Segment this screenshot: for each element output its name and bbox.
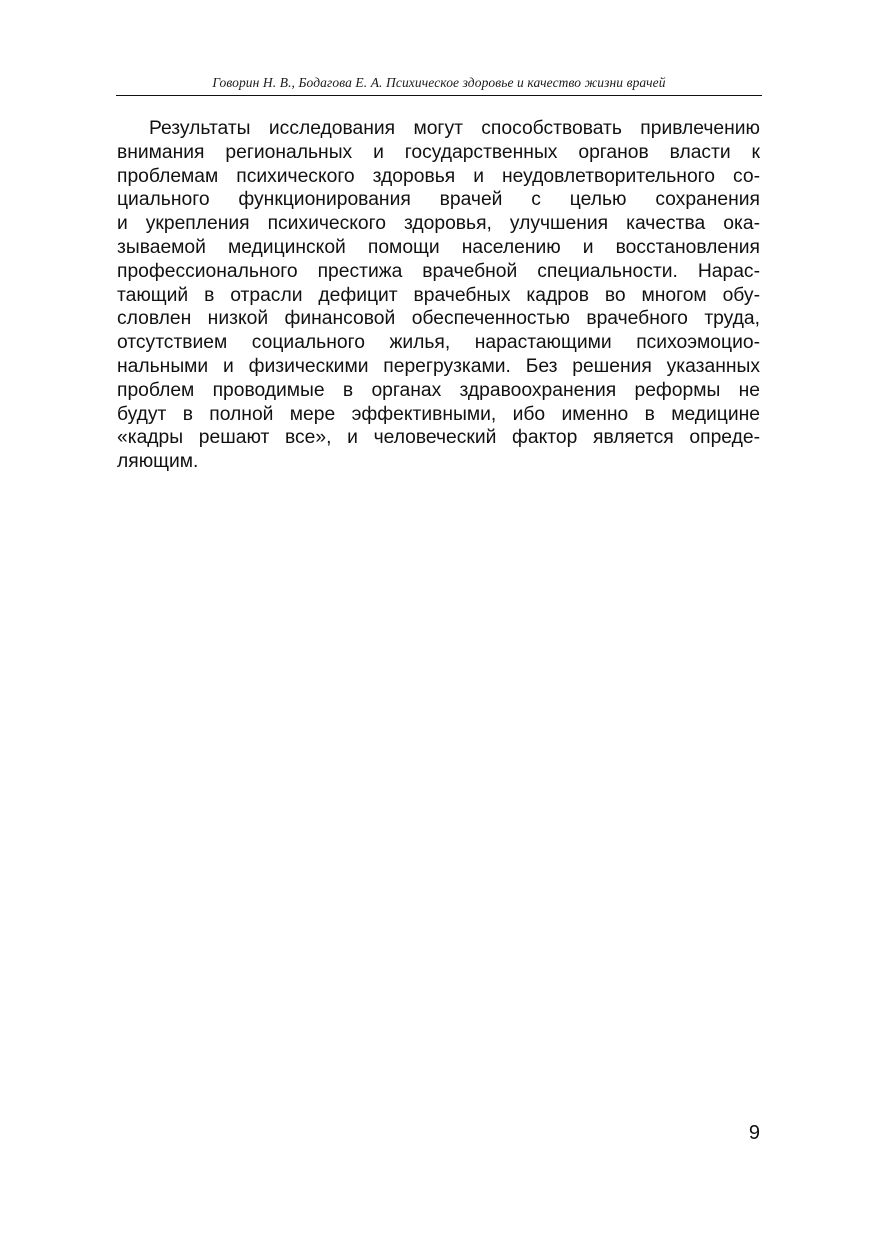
paragraph-line: зываемой медицинской помощи населению и восстановления	[117, 236, 760, 258]
paragraph-line: тающий в отрасли дефицит врачебных кадров во многом обу-	[117, 284, 760, 306]
paragraph-line: нальными и физическими перегрузками. Без решения указанных	[117, 355, 760, 377]
paragraph-line: отсутствием социального жилья, нарастающими психоэмоцио-	[117, 332, 760, 354]
body-paragraph	[117, 117, 760, 474]
paragraph-line: и укрепления психического здоровья, улучшения качества ока-	[117, 213, 760, 235]
header-rule	[116, 95, 762, 96]
paragraph-line: будут в полной мере эффективными, ибо именно в медицине	[117, 403, 760, 425]
paragraph-line: «кадры решают все», и человеческий фактор является опреде-	[117, 427, 760, 449]
paragraph-line: проблемам психического здоровья и неудовлетворительного со-	[117, 165, 760, 187]
paragraph-line: Результаты исследования могут способствовать привлечению	[149, 118, 760, 139]
paragraph-line: словлен низкой финансовой обеспеченностью врачебного труда,	[117, 308, 760, 330]
paragraph-line: внимания региональных и государственных органов власти к	[117, 141, 760, 163]
paragraph-line: циального функционирования врачей с целью сохранения	[117, 189, 760, 211]
running-head: Говорин Н. В., Бодагова Е. А. Психическое здоровье и качество жизни врачей	[212, 75, 666, 90]
page-number: 9	[748, 1122, 760, 1144]
paragraph-line: профессионального престижа врачебной специальности. Нарас-	[117, 260, 760, 282]
paragraph-line: проблем проводимые в органах здравоохранения реформы не	[117, 379, 760, 401]
paragraph-line: ляющим.	[117, 451, 199, 473]
